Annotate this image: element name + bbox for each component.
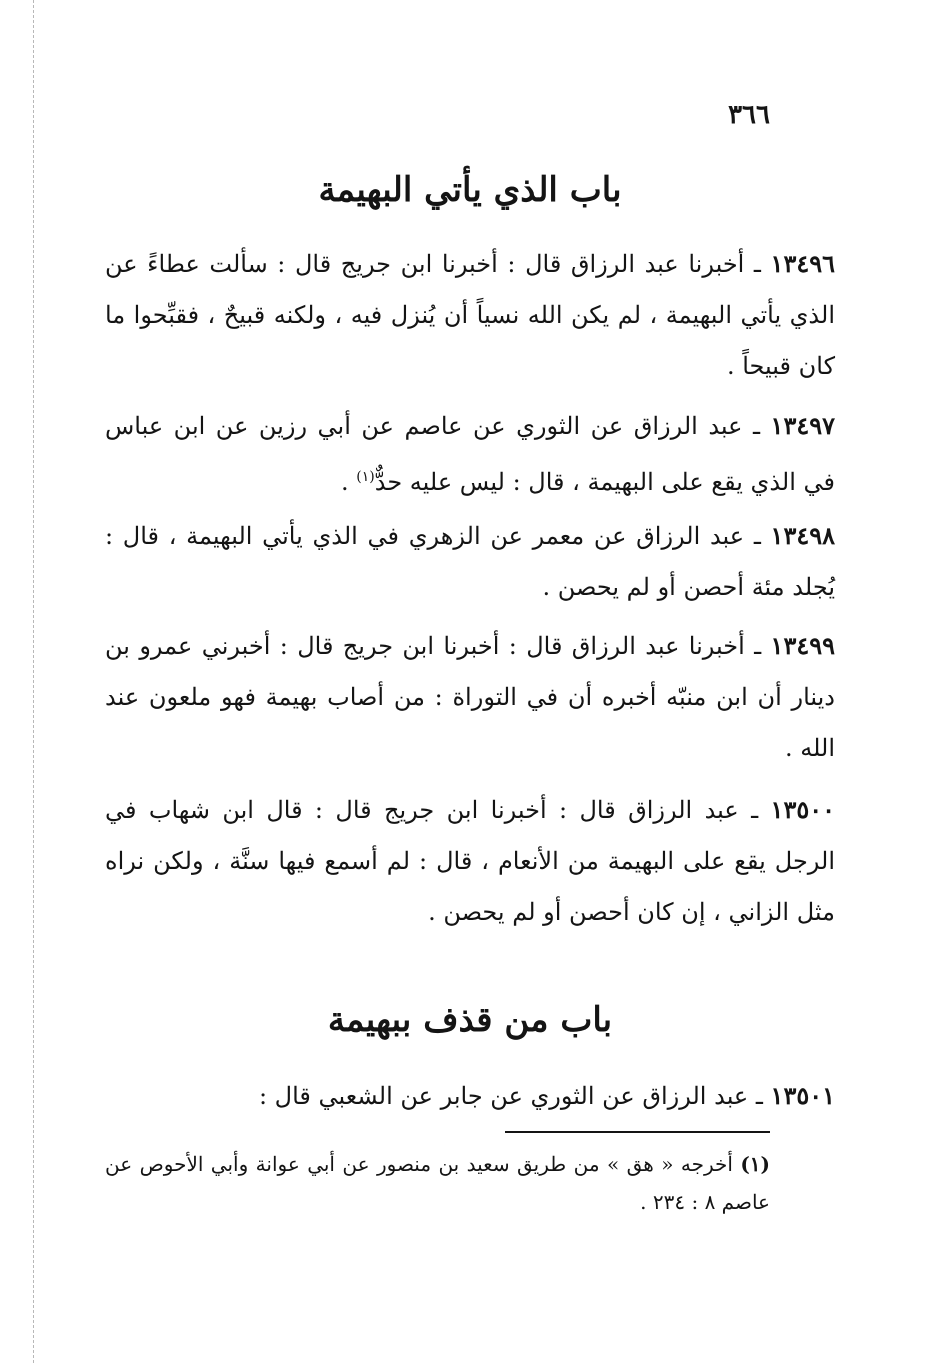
- footnote-text: أخرجه « هق » من طريق سعيد بن منصور عن أبي عوانة وأبي الأحوص عن عاصم ٨ : ٢٣٤ .: [105, 1152, 770, 1214]
- hadith-paragraph: [105, 510, 835, 613]
- hadith-number: ١٣٤٩٦: [770, 249, 835, 278]
- hadith-text: ـ أخبرنا عبد الرزاق قال : أخبرنا ابن جريج قال : سألت عطاءً عن الذي يأتي البهيمة ، لم يكن الله نسياً أن يُنزل فيه ، ولكنه قبيحٌ ، فقبِّحوا ما كان قبيحاً .: [105, 250, 835, 380]
- hadith-text-end: .: [340, 468, 357, 496]
- hadith-text: ـ عبد الرزاق قال : أخبرنا ابن جريج قال : قال ابن شهاب في الرجل يقع على البهيمة من الأنعام ، قال : لم أسمع فيها سنَّة ، ولكن نراه مثل الزاني ، إن كان أحصن أو لم يحصن .: [105, 796, 835, 926]
- page-edge-line: [33, 0, 34, 1363]
- footnote-marker: (١): [740, 1152, 770, 1176]
- hadith-paragraph: [105, 620, 835, 774]
- hadith-text: ـ أخبرنا عبد الرزاق قال : أخبرنا ابن جريج قال : أخبرني عمرو بن دينار أن ابن منبّه أخبره أن في التوراة : من أصاب بهيمة فهو ملعون عند الله .: [105, 632, 835, 762]
- hadith-number: ١٣٤٩٧: [770, 411, 835, 440]
- footnote-divider: [505, 1131, 770, 1133]
- hadith-text: ـ عبد الرزاق عن الثوري عن عاصم عن أبي رزين عن ابن عباس في الذي يقع على البهيمة ، قال : ليس عليه حدٌّ: [105, 412, 835, 496]
- page-number: ٣٦٦: [728, 100, 770, 130]
- hadith-number: ١٣٤٩٨: [770, 521, 835, 550]
- footnote-reference: (١): [356, 469, 375, 485]
- hadith-number: ١٣٥٠١: [770, 1081, 835, 1110]
- hadith-text: ـ عبد الرزاق عن الثوري عن جابر عن الشعبي قال :: [258, 1082, 771, 1110]
- hadith-number: ١٣٥٠٠: [770, 795, 835, 824]
- chapter-title: باب الذي يأتي البهيمة: [318, 170, 622, 210]
- hadith-paragraph: [105, 784, 835, 938]
- hadith-paragraph: [105, 1070, 835, 1122]
- hadith-text: ـ عبد الرزاق عن معمر عن الزهري في الذي يأتي البهيمة ، قال : يُجلد مئة أحصن أو لم يحصن .: [105, 522, 835, 601]
- hadith-number: ١٣٤٩٩: [770, 631, 835, 660]
- hadith-paragraph: [105, 238, 835, 392]
- hadith-paragraph: [105, 400, 835, 508]
- chapter-title: باب من قذف ببهيمة: [327, 1000, 613, 1040]
- footnote: [105, 1145, 770, 1221]
